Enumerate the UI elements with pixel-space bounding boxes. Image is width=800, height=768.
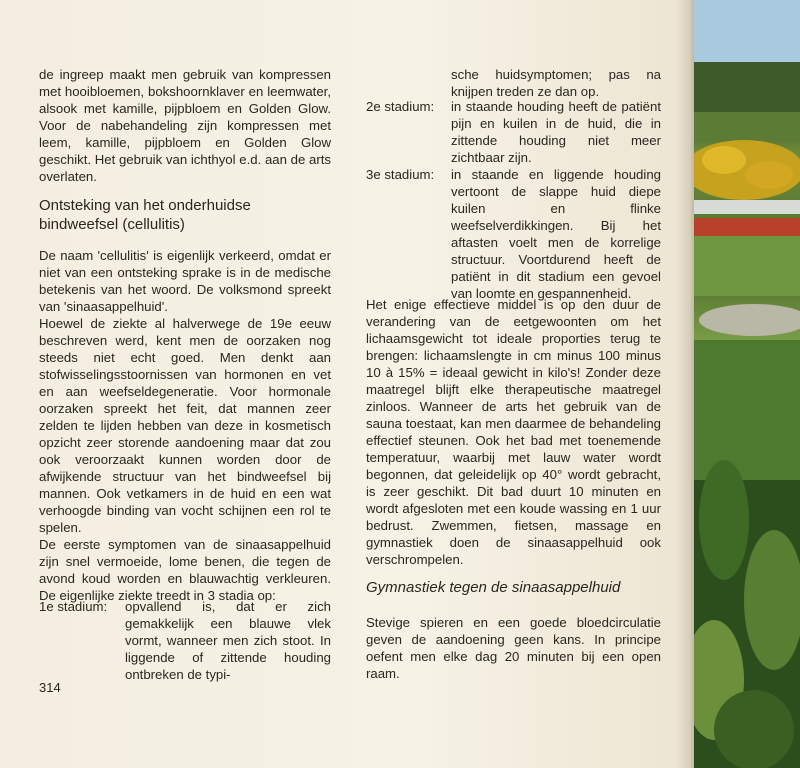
gymnastics-heading: Gymnastiek tegen de sinaasappelhuid <box>366 579 621 596</box>
cellulitis-heading-line1: Ontsteking van het onderhuidse <box>39 197 251 214</box>
stage-1-cont-spacer <box>366 66 451 100</box>
cellulitis-paragraph-2: Hoewel de ziekte al halverwege de 19e eeuw beschreven werd, kent men de oorzaken nog steeds niet echt goed. Men denkt aan stofwisselingsstoornissen van hormonen en vet en aan weefseldegeneratie. Voor hormonale oorzaken spreekt het feit, dat mannen zeer zelden te lijden hebben van deze in kosmetisch opzicht zeer storende aandoening maar dat zou ook veroorzaakt kunnen worden door de afwijkende structuur van het bindweefsel bij mannen. Ook vetkamers in de huid en een wat verhoogde binding van vocht schijnen een rol te spelen. <box>39 316 331 535</box>
page-number: 314 <box>39 680 61 695</box>
stage-1-continuation: sche huidsymptomen; pas na knijpen treden ze dan op. <box>451 67 661 99</box>
left-column <box>39 66 331 185</box>
cellulitis-body <box>39 247 331 604</box>
gymnastics-body-block <box>366 614 661 682</box>
stage-1-label: 1e stadium: <box>39 599 108 614</box>
book-gutter <box>676 0 696 768</box>
stage-3-text: in staande en liggende houding vertoont de slappe huid diepe kuilen en flinke weefselverdikkingen. Bij het aftasten voelt men de korrelige structuur. Voortdurend heeft de patiënt in dit stadium een gevoel van loomte en gespannenheid. <box>451 167 661 301</box>
treatment-paragraph-block <box>366 296 661 568</box>
stage-2-text: in staande houding heeft de patiënt pijn en kuilen in de huid, die in zittende houding niet meer zichtbaar zijn. <box>451 99 661 165</box>
stage-2-label: 2e stadium: <box>366 99 435 114</box>
left-intro-paragraph: de ingreep maakt men gebruik van kompressen met hooibloemen, bokshoornklaver en leemwater, alsook met kamille, pijpbloem en Golden Glow. Voor de nabehandeling zijn kompressen met leem, kamille, pijpbloem en Golden Glow geschikt. Het gebruik van ichthyol e.d. aan de arts overlaten. <box>39 67 331 184</box>
garden-photo-illustration <box>694 0 800 768</box>
cellulitis-paragraph-3: De eerste symptomen van de sinaasappelhuid zijn snel vermoeide, lome benen, die tegen de avond koud worden en blauwachtig verkleuren. De eigenlijke ziekte treedt in 3 stadia op: <box>39 537 331 603</box>
stage-1-text: opvallend is, dat er zich gemakkelijk een blauwe vlek vormt, wanneer men zich stoot. In liggende of zittende houding ontbreken de typi- <box>125 599 331 682</box>
stage-3-label: 3e stadium: <box>366 167 435 182</box>
cellulitis-heading-line2: bindweefsel (cellulitis) <box>39 216 185 233</box>
stage-1-block <box>39 598 331 683</box>
cellulitis-heading-block <box>39 196 331 234</box>
right-stage-1-cont-block <box>366 66 661 100</box>
treatment-paragraph: Het enige effectieve middel is op den duur de verandering van de eetgewoonten om het lichaamsgewicht tot ideale proporties terug te brengen: lichaamslengte in cm minus 100 minus 10 à 15% = ideaal gewicht in kilo's! Zonder deze maatregel blijft elke therapeutische maatregel zinloos. Wanneer de arts het gebruik van de sauna toestaat, kan men daarmee de behandeling effectief steunen. Ook het bad met toenemende temperatuur, waarbij met lauw water wordt begonnen, dat geleidelijk op 40° wordt gebracht, is zeer geschikt. Dit bad duurt 10 minuten en wordt afgesloten met een koude wassing en 1 uur bedrust. Zwemmen, fietsen, massage en gymnastiek doen de sinaasappelhuid ook verschrompelen. <box>366 297 661 567</box>
stage-3-block <box>366 166 661 302</box>
gymnastics-heading-block <box>366 578 661 597</box>
garden-photo <box>694 0 800 768</box>
gymnastics-paragraph: Stevige spieren en een goede bloedcirculatie geven de aandoening geen kans. In principe oefent men elke dag 20 minuten bij een open raam. <box>366 615 661 681</box>
stage-2-block <box>366 98 661 166</box>
cellulitis-paragraph-1: De naam 'cellulitis' is eigenlijk verkeerd, omdat er niet van een ontsteking sprake is in de medische betekenis van het woord. De volksmond spreekt van 'sinaasappelhuid'. <box>39 248 331 314</box>
